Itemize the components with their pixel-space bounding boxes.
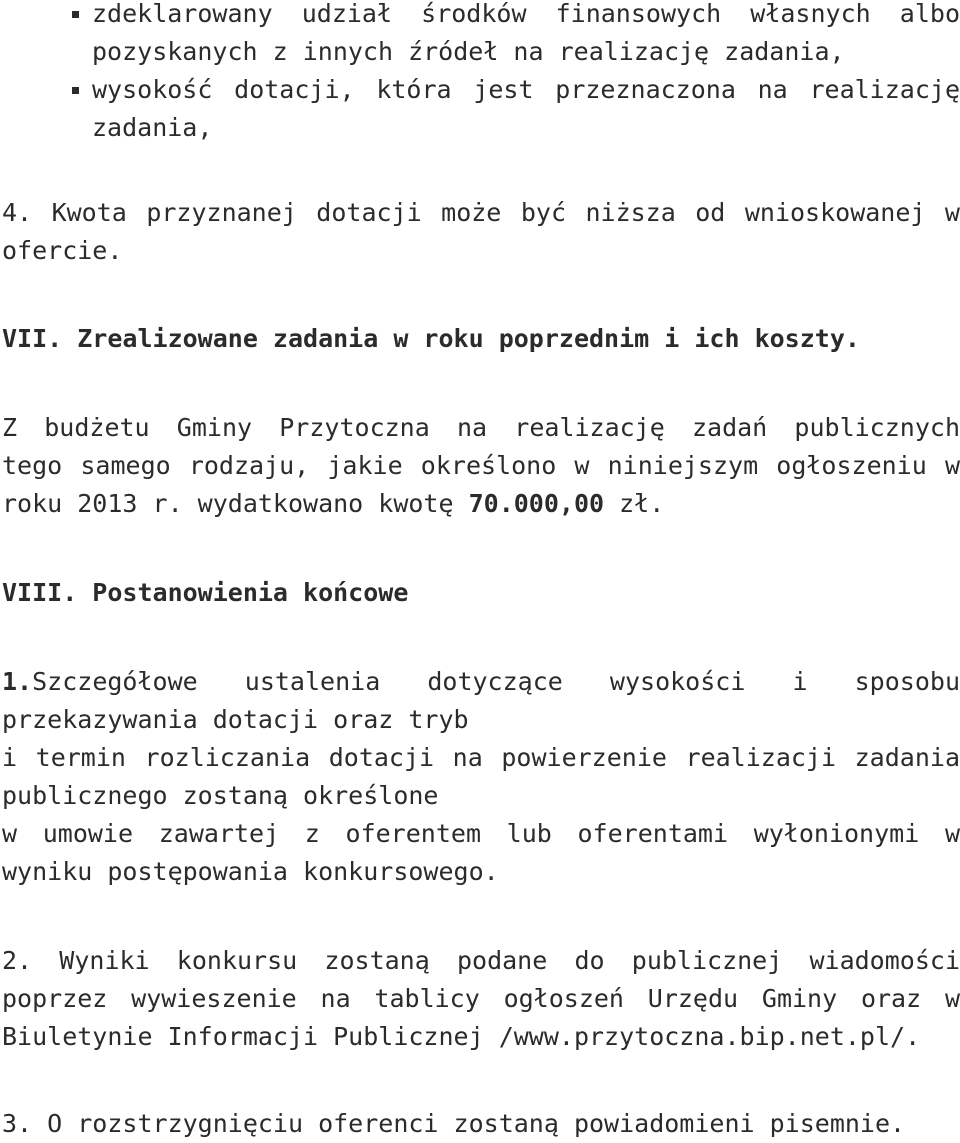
paragraph-line: poprzez wywieszenie na tablicy ogłoszeń Urzędu Gminy oraz w <box>2 984 960 1013</box>
paragraph-line: 4. Kwota przyznanej dotacji może być niższa od wnioskowanej w <box>2 198 960 227</box>
point-4-paragraph <box>2 194 960 270</box>
section-8-point-3 <box>2 1105 960 1143</box>
bullet-line: pozyskanych z innych źródeł na realizację zadania, <box>92 37 845 66</box>
paragraph-line: tego samego rodzaju, jakie określono w niniejszym ogłoszeniu w <box>2 451 960 480</box>
year-text: roku 2013 r. wydatkowano kwotę <box>2 489 469 518</box>
paragraph-line: 3. O rozstrzygnięciu oferenci zostaną powiadomieni pisemnie. <box>2 1109 906 1138</box>
list-item <box>72 0 960 71</box>
paragraph-line: ofercie. <box>2 236 123 265</box>
square-bullet-icon <box>72 11 79 18</box>
bullet-line: wysokość dotacji, która jest przeznaczona na realizację <box>92 75 960 104</box>
section-7-paragraph <box>2 409 960 523</box>
section-8-point-2 <box>2 942 960 1056</box>
paragraph-line <box>2 485 960 523</box>
paragraph-line: w umowie zawartej z oferentem lub oferentami wyłonionymi w <box>2 819 960 848</box>
point-number: 1. <box>2 667 33 696</box>
bullet-line: zadania, <box>92 113 213 142</box>
point-1-text: Szczegółowe ustalenia dotyczące wysokości i sposobu <box>32 667 960 696</box>
currency-text: zł. <box>604 489 665 518</box>
paragraph-line: i termin rozliczania dotacji na powierzenie realizacji zadania <box>2 743 960 772</box>
paragraph-line: 2. Wyniki konkursu zostaną podane do publicznej wiadomości <box>2 946 960 975</box>
bullet-line: zdeklarowany udział środków finansowych własnych albo <box>92 0 960 28</box>
criteria-bullet-list <box>72 0 960 147</box>
paragraph-line: Biuletynie Informacji Publicznej /www.przytoczna.bip.net.pl/. <box>2 1022 921 1051</box>
paragraph-line: wyniku postępowania konkursowego. <box>2 857 499 886</box>
section-7-heading: VII. Zrealizowane zadania w roku poprzednim i ich koszty. <box>2 324 860 353</box>
paragraph-line: publicznego zostaną określone <box>2 781 439 810</box>
section-8-heading: VIII. Postanowienia końcowe <box>2 578 409 607</box>
amount-value: 70.000,00 <box>468 489 605 518</box>
paragraph-line: Z budżetu Gminy Przytoczna na realizację zadań publicznych <box>2 413 960 442</box>
paragraph-line: przekazywania dotacji oraz tryb <box>2 705 469 734</box>
paragraph-line <box>2 663 960 701</box>
list-item <box>72 71 960 147</box>
section-8-point-1 <box>2 663 960 891</box>
square-bullet-icon <box>72 87 79 94</box>
